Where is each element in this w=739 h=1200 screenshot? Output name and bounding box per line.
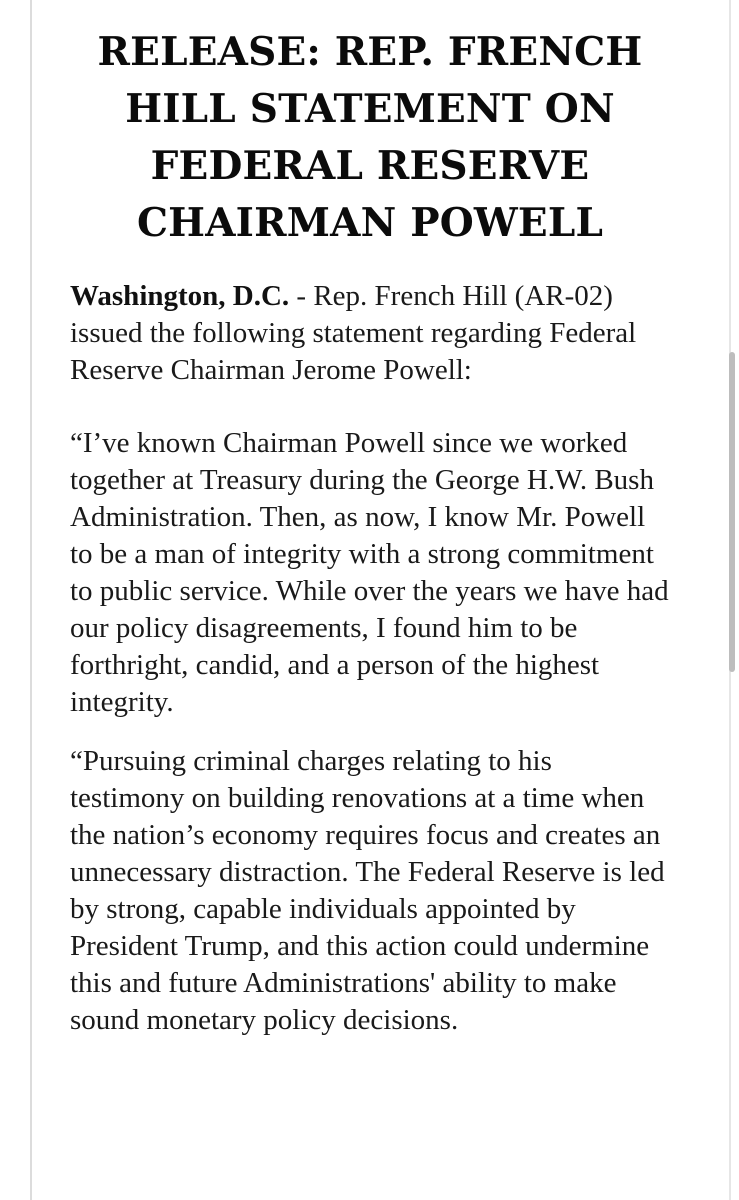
article <box>70 24 670 1061</box>
left-page-rule <box>30 0 32 1200</box>
paragraph-spacer <box>70 411 670 425</box>
article-intro <box>70 278 670 389</box>
statement-paragraph-2: “Pursuing criminal charges relating to his testimony on building renovations at a time when the nation’s economy requires focus and creates an unnecessary distraction. The Federal Reserve is led by strong, capable individuals appointed by President Trump, and this action could undermine this and future Administrations' ability to make sound monetary policy decisions. <box>70 745 665 1036</box>
scrollbar-thumb[interactable] <box>729 352 735 672</box>
statement-paragraph-1: “I’ve known Chairman Powell since we worked together at Treasury during the George H.W. Bush Administration. Then, as now, I know Mr. Powell to be a man of integrity with a strong commitment to public service. While over the years we have had our policy disagreements, I found him to be forthright, candid, and a person of the highest integrity. <box>70 427 669 718</box>
dateline: Washington, D.C. <box>70 280 290 312</box>
article-title: RELEASE: REP. FRENCH HILL STATEMENT ON FEDERAL RESERVE CHAIRMAN POWELL <box>97 29 643 246</box>
intro-text: - Rep. French Hill (AR-02) issued the following statement regarding Federal Reserve Chairman Jerome Powell: <box>70 280 637 386</box>
